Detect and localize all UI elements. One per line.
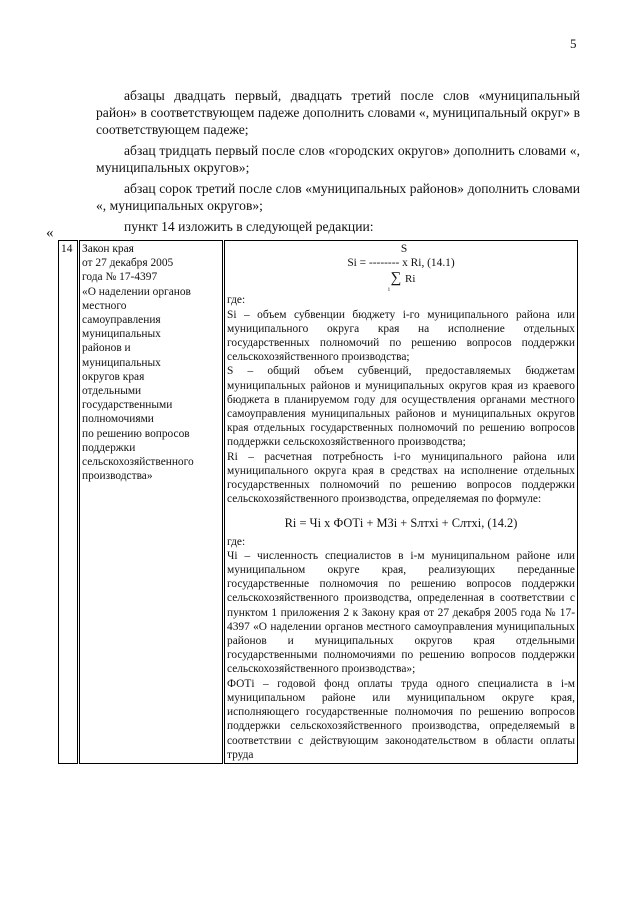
content-paragraph: Ri – расчетная потребность i-го муниципального района или муниципального округа края в средствах на исполнение отдельных государственных полномочий по решению вопросов поддержки сельскохозяйственного производства, определяемая по формуле: bbox=[227, 450, 575, 506]
formula-14-1 bbox=[227, 242, 575, 293]
law-line: полномочиями bbox=[82, 413, 154, 426]
intro-text bbox=[96, 87, 580, 239]
sum-symbol: ∑ bbox=[390, 270, 402, 287]
amendment-table bbox=[58, 240, 578, 764]
sum-index: i bbox=[388, 287, 390, 294]
formula-numerator: S bbox=[400, 243, 408, 255]
law-line: округов края bbox=[82, 370, 145, 383]
content-paragraph: ФОТi – годовой фонд оплаты труда одного специалиста в i-м муниципальном районе или муниципальном округе края, исполняющего государственные полномочия по решению вопросов поддержки сельскохозяйственного производства, определяемый в соответствии с действующим законодательством в области оплаты труда bbox=[227, 677, 575, 761]
intro-paragraph: абзацы двадцать первый, двадцать третий после слов «муниципальный район» в соответствующем падеже дополнить словами «, муниципальный округ» в соответствующем падеже; bbox=[96, 88, 580, 137]
page-number: 5 bbox=[570, 36, 577, 51]
intro-paragraph: абзац сорок третий после слов «муниципальных районов» дополнить словами «, муниципальных округов»; bbox=[96, 181, 580, 213]
law-line: отдельными bbox=[82, 385, 142, 398]
content-paragraph: S – общий объем субвенций, предоставляемых бюджетам муниципальных районов и муниципальных округов края из краевого бюджета в планируемом году для осуществления органами местного самоуправления муниципальных районов и муниципальных округов края отдельных государственных полномочий по решению вопросов поддержки сельскохозяйственного производства; bbox=[227, 365, 575, 449]
open-quote: « bbox=[46, 225, 54, 241]
formula-denominator bbox=[227, 270, 575, 287]
law-line: Закон края bbox=[82, 243, 134, 255]
law-line: от 27 декабря 2005 bbox=[82, 257, 174, 270]
law-line: «О наделении органов bbox=[82, 285, 191, 298]
law-line: по решению вопросов bbox=[82, 427, 190, 440]
row-number-cell: 14 bbox=[59, 241, 79, 764]
law-line: сельскохозяйственного bbox=[82, 456, 194, 469]
content-paragraph: Чi – численность специалистов в i-м муниципальном районе или муниципальном округе края, реализующих переданные государственные полномочия по решению вопросов поддержки сельскохозяйственного производства, определенная в соответствии с пунктом 1 приложения 2 к Закону края от 27 декабря 2005 года № 17-4397 «О наделении органов местного самоуправления муниципальных районов и муниципальных округов края отдельными государственными полномочиями по решению вопросов поддержки сельскохозяйственного производства»; bbox=[227, 549, 575, 676]
content-cell bbox=[224, 241, 578, 764]
formula-main-line: Si = -------- x Ri, (14.1) bbox=[347, 257, 455, 270]
law-line: производства» bbox=[82, 470, 153, 483]
law-line: местного bbox=[82, 299, 127, 312]
intro-paragraph: пункт 14 изложить в следующей редакции: bbox=[124, 219, 374, 234]
content-paragraph: Si – объем субвенции бюджету i-го муниципального района или муниципального округа края на исполнение отдельных государственных полномочий по решению вопросов поддержки сельскохозяйственного производства; bbox=[227, 308, 575, 364]
formula-14-2: Ri = Чi x ФОТi + МЗi + Sлтxi + Cлтxi, (14.2) bbox=[284, 516, 518, 531]
law-line: муниципальных bbox=[82, 328, 161, 341]
law-line: самоуправления bbox=[82, 314, 161, 327]
content-paragraph: где: bbox=[227, 535, 246, 548]
law-line: районов и bbox=[82, 342, 131, 355]
sum-term: Ri bbox=[405, 273, 416, 286]
intro-paragraph: абзац тридцать первый после слов «городских округов» дополнить словами «, муниципальных округов»; bbox=[96, 143, 580, 175]
law-reference-cell bbox=[79, 241, 224, 764]
law-line: поддержки bbox=[82, 441, 136, 454]
table-row bbox=[59, 241, 578, 764]
law-line: государственными bbox=[82, 399, 173, 412]
content-paragraph: где: bbox=[227, 294, 246, 307]
law-line: года № 17-4397 bbox=[82, 271, 158, 284]
law-line: муниципальных bbox=[82, 356, 161, 369]
